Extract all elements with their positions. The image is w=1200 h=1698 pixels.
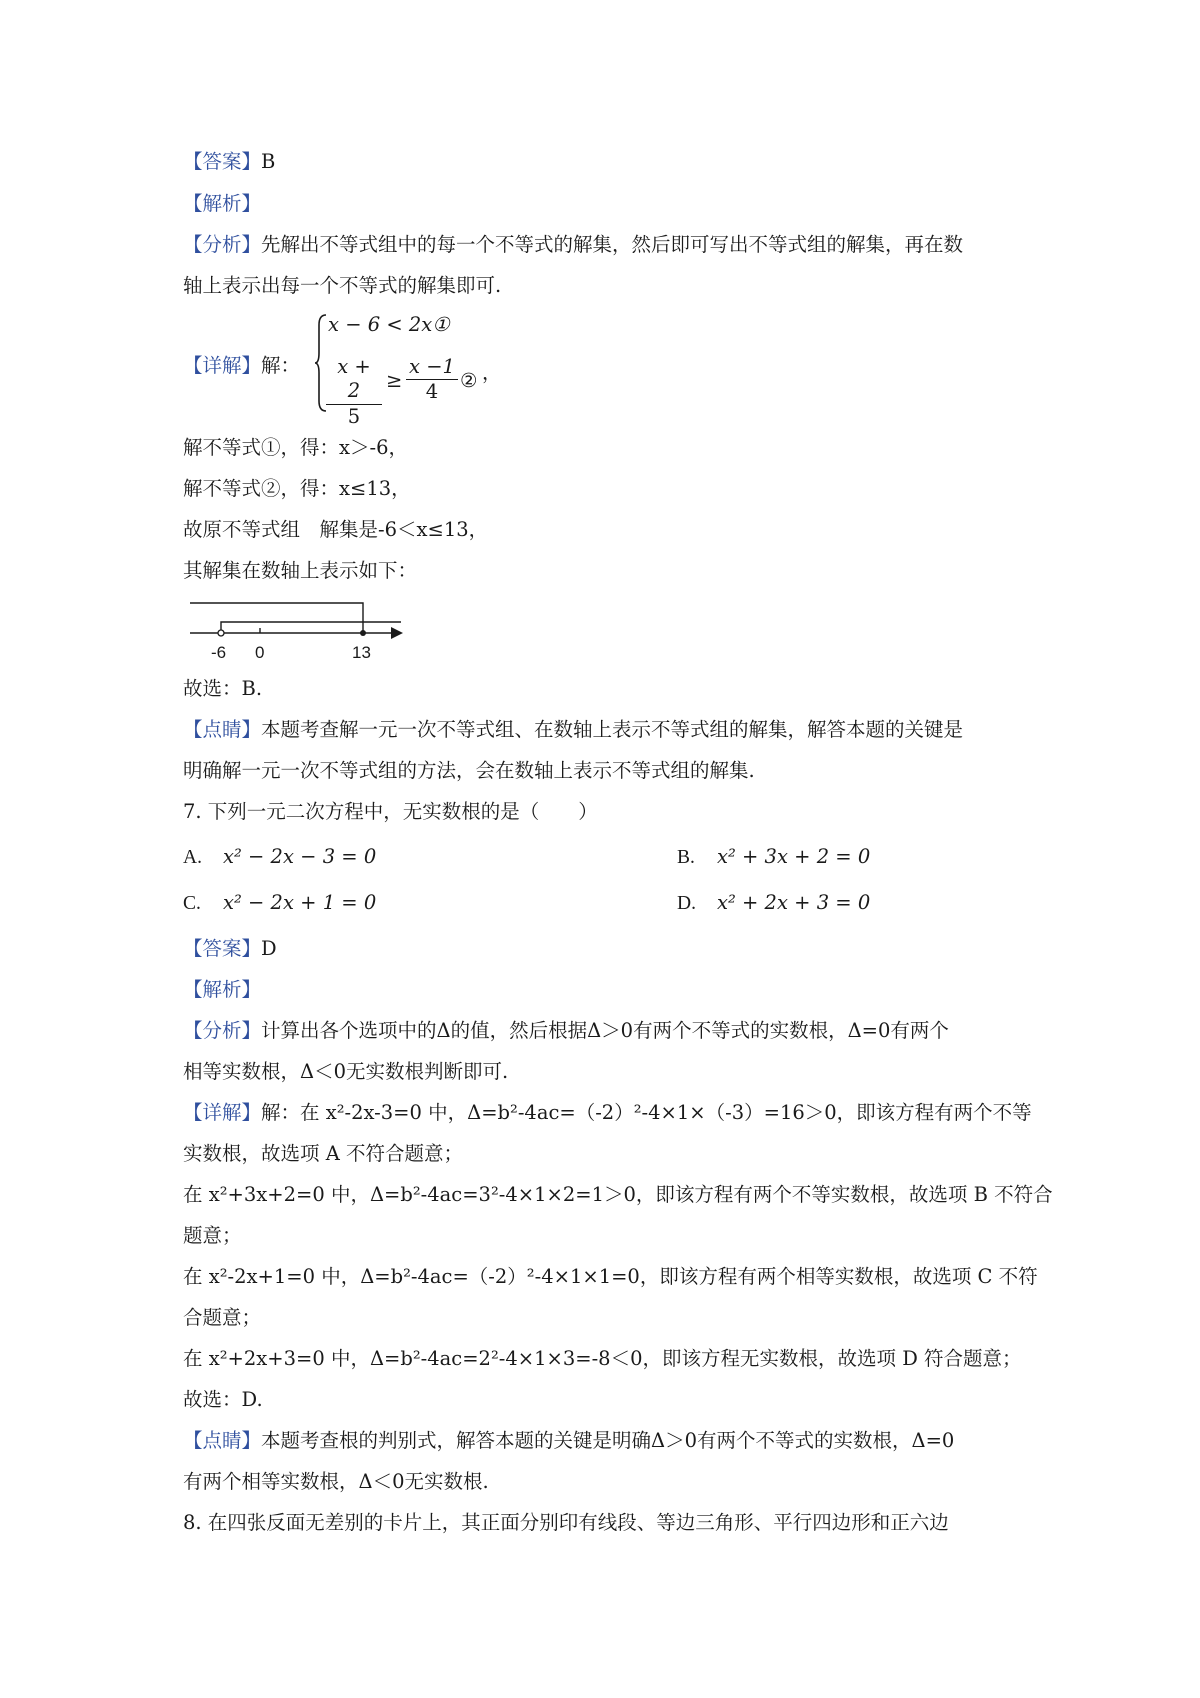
q7-fenxi-line1 xyxy=(183,1019,949,1043)
fenxi-text: 先解出不等式组中的每一个不等式的解集，然后即可写出不等式组的解集，再在数 xyxy=(261,233,964,256)
label-zero: 0 xyxy=(255,643,265,662)
closed-point-icon xyxy=(360,630,366,636)
q7-option-a xyxy=(183,845,377,870)
option-label: B. xyxy=(677,847,695,868)
fraction-left-numerator: x + 2 xyxy=(326,355,382,405)
fraction-left xyxy=(326,355,382,429)
label-13: 13 xyxy=(352,643,371,662)
q7-fenxi-line2: 相等实数根，Δ＜0无实数根判断即可. xyxy=(183,1060,509,1083)
fraction-right-denominator: 4 xyxy=(425,380,439,404)
fenxi-tag: 【分析】 xyxy=(183,233,262,256)
q6-answer xyxy=(183,150,275,174)
open-point-icon xyxy=(218,630,224,636)
dianjing-text: 本题考查根的判别式，解答本题的关键是明确Δ＞0有两个不等式的实数根，Δ=0 xyxy=(261,1429,955,1452)
option-equation: x² + 3x + 2 = 0 xyxy=(717,845,871,868)
option-equation: x² − 2x − 3 = 0 xyxy=(223,845,377,868)
option-equation: x² + 2x + 3 = 0 xyxy=(717,891,871,914)
detail-tag: 【详解】 xyxy=(183,354,262,377)
q7-stem: 7. 下列一元二次方程中，无实数根的是（ ） xyxy=(183,800,598,823)
system-row-2-operator: ≥ xyxy=(386,369,403,392)
fraction-left-denominator: 5 xyxy=(347,404,361,428)
q7-dianjing-line1 xyxy=(183,1429,954,1453)
q6-step-3: 故原不等式组 解集是-6＜x≤13， xyxy=(183,518,489,541)
q6-dianjing-line2: 明确解一元一次不等式组的方法，会在数轴上表示不等式组的解集. xyxy=(183,759,755,782)
q6-step-1: 解不等式①，得：x＞-6， xyxy=(183,436,408,459)
option-equation: x² − 2x + 1 = 0 xyxy=(223,891,377,914)
system-row-2-mark: ② xyxy=(460,369,478,392)
answer-value: B xyxy=(261,150,276,173)
q7-detail-line3: 在 x²+3x+2=0 中，Δ=b²-4ac=3²-4×1×2=1＞0，即该方程有两个不等实数根，故选项 B 不符合 xyxy=(183,1183,1053,1206)
detail-intro: 解： xyxy=(261,354,301,377)
q7-detail-line6: 合题意； xyxy=(183,1306,262,1329)
q7-dianjing-line2: 有两个相等实数根，Δ＜0无实数根. xyxy=(183,1470,489,1493)
q6-choose: 故选：B. xyxy=(183,677,263,700)
q7-detail-line1 xyxy=(183,1101,1032,1125)
option-label: D. xyxy=(677,893,696,914)
q6-analysis xyxy=(183,192,261,216)
fenxi-tag: 【分析】 xyxy=(183,1019,262,1042)
q6-step-2: 解不等式②，得：x≤13， xyxy=(183,477,411,500)
q7-analysis xyxy=(183,978,261,1002)
option-label: C. xyxy=(183,893,201,914)
answer-tag: 【答案】 xyxy=(183,150,262,173)
dianjing-text: 本题考查解一元一次不等式组、在数轴上表示不等式组的解集，解答本题的关键是 xyxy=(261,718,964,741)
q6-fenxi-line1 xyxy=(183,233,963,257)
fraction-right-numerator: x −1 xyxy=(406,355,458,380)
q7-option-b xyxy=(677,845,871,870)
solution-bracket-right xyxy=(190,603,363,633)
q7-choose: 故选：D. xyxy=(183,1388,263,1411)
label-neg6: -6 xyxy=(211,643,227,662)
q7-option-c xyxy=(183,891,377,916)
q7-option-d xyxy=(677,891,871,916)
analysis-tag: 【解析】 xyxy=(183,978,262,1001)
q7-answer xyxy=(183,937,277,961)
q7-detail-line4: 题意； xyxy=(183,1224,242,1247)
axis-arrow-icon xyxy=(391,627,403,639)
number-line-diagram xyxy=(185,598,415,662)
answer-tag: 【答案】 xyxy=(183,937,262,960)
detail-text: 解：在 x²-2x-3=0 中，Δ=b²-4ac=（-2）²-4×1×（-3）=16＞0，即该方程有两个不等 xyxy=(261,1101,1032,1124)
q7-detail-line5: 在 x²-2x+1=0 中，Δ=b²-4ac=（-2）²-4×1×1=0，即该方程有两个相等实数根，故选项 C 不符 xyxy=(183,1265,1038,1288)
dianjing-tag: 【点睛】 xyxy=(183,1429,262,1452)
fenxi-text: 计算出各个选项中的Δ的值，然后根据Δ＞0有两个不等式的实数根，Δ=0有两个 xyxy=(261,1019,949,1042)
fraction-right xyxy=(406,355,458,405)
q6-dianjing-line1 xyxy=(183,718,963,742)
q8-stem: 8. 在四张反面无差别的卡片上，其正面分别印有线段、等边三角形、平行四边形和正六边 xyxy=(183,1511,949,1534)
answer-value: D xyxy=(261,937,277,960)
dianjing-tag: 【点睛】 xyxy=(183,718,262,741)
system-tail: ， xyxy=(482,361,502,384)
system-row-1: x − 6 < 2x① xyxy=(328,313,450,336)
q6-step-4: 其解集在数轴上表示如下： xyxy=(183,559,418,582)
option-label: A. xyxy=(183,847,202,868)
q6-detail-intro xyxy=(183,354,300,378)
q7-detail-line2: 实数根，故选项 A 不符合题意； xyxy=(183,1142,463,1165)
inequality-system xyxy=(314,313,502,428)
analysis-tag: 【解析】 xyxy=(183,192,262,215)
detail-tag: 【详解】 xyxy=(183,1101,262,1124)
solution-bracket-left xyxy=(221,622,401,633)
q6-fenxi-line2: 轴上表示出每一个不等式的解集即可. xyxy=(183,274,502,297)
q7-detail-line7: 在 x²+2x+3=0 中，Δ=b²-4ac=2²-4×1×3=-8＜0，即该方程无实数根，故选项 D 符合题意； xyxy=(183,1347,1022,1370)
